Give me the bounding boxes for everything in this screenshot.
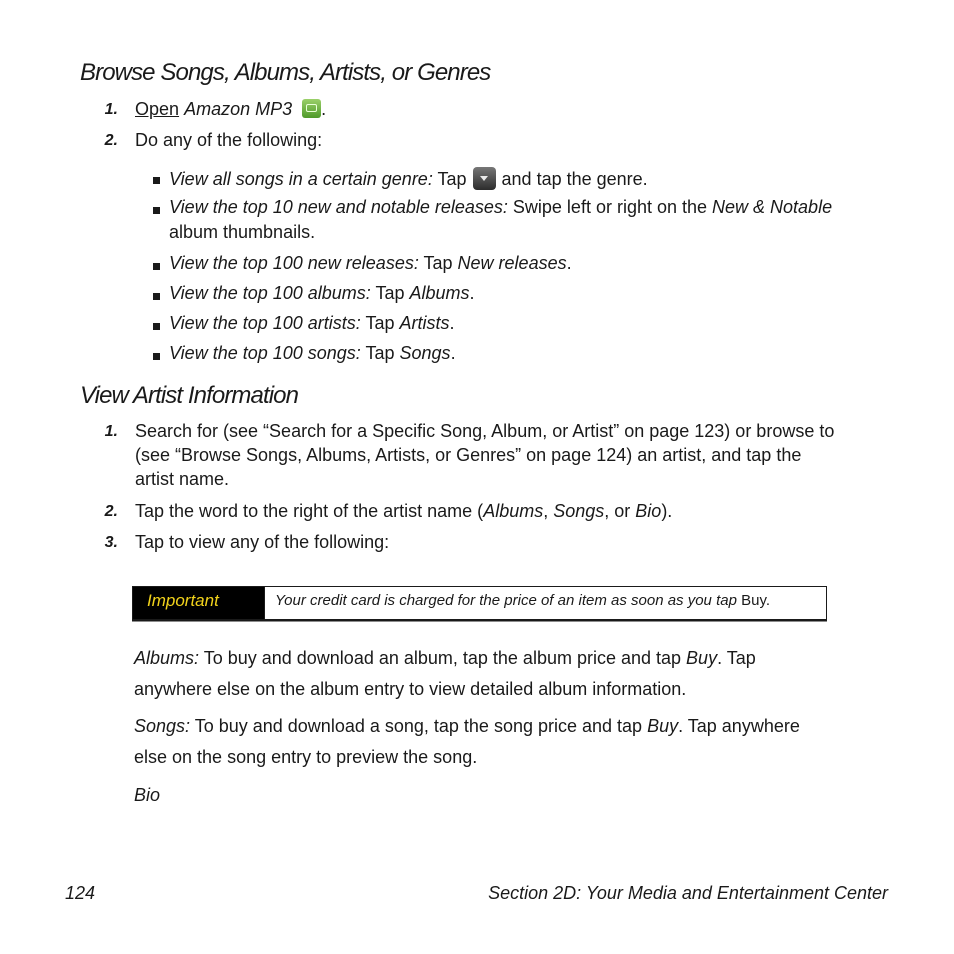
section-heading-artist-info: View Artist Information: [80, 382, 299, 409]
emphasis-songs: Songs: [553, 501, 605, 521]
list-item: [169, 283, 475, 304]
bullet-text: Tap: [360, 313, 400, 333]
bullet-marker: [153, 263, 160, 270]
bullet-text: Swipe left or right on the: [507, 197, 713, 217]
bullet-text: Tap: [360, 343, 400, 363]
genre-dropdown-icon: [473, 167, 496, 190]
bullet-marker: [153, 177, 160, 184]
bio-lead: Bio: [134, 785, 161, 805]
bullet-text: Tap: [370, 283, 410, 303]
bullet-text: Tap: [418, 253, 458, 273]
bullet-lead: View the top 100 new releases:: [169, 253, 419, 273]
list-item: [169, 253, 572, 274]
bullet-lead: View the top 100 songs:: [169, 343, 361, 363]
step-text: [135, 501, 672, 522]
bullet-lead: View the top 100 albums:: [169, 283, 371, 303]
list-item: [169, 313, 455, 334]
section-heading-browse: Browse Songs, Albums, Artists, or Genres: [80, 59, 491, 86]
important-message: Your credit card is charged for the price of an item as soon as you tap: [275, 592, 742, 609]
section-title: Section 2D: Your Media and Entertainment Center: [488, 883, 888, 903]
step-text-line: (see “Browse Songs, Albums, Artists, or Genres” on page 124) an artist, and tap the: [135, 445, 802, 465]
bullet-emphasis: Albums: [409, 283, 470, 303]
important-text: [264, 587, 826, 619]
bullet-emphasis: New & Notable: [712, 197, 833, 217]
bullet-marker: [153, 207, 160, 214]
step-number: 3.: [104, 534, 118, 551]
bullet-marker: [153, 353, 160, 360]
list-item: [169, 197, 832, 218]
text-run: ,: [543, 501, 554, 521]
emphasis-bio: Bio: [635, 501, 662, 521]
emphasis-albums: Albums: [483, 501, 544, 521]
bullet-emphasis: Songs: [399, 343, 451, 363]
buy-term: Buy: [741, 592, 766, 609]
step-number: 1.: [104, 101, 118, 118]
amazon-mp3-icon: [302, 99, 321, 118]
text-run: . Tap anywhere: [678, 716, 800, 736]
step-text-line: Search for (see “Search for a Specific Song, Album, or Artist” on page 123) or browse to: [135, 421, 835, 441]
bullet-text: and tap the genre.: [501, 169, 648, 189]
bullet-lead: View the top 100 artists:: [169, 313, 361, 333]
text-run: Tap the word to the right of the artist name (: [135, 501, 484, 521]
text-run: . Tap: [717, 648, 756, 668]
step-text: Do any of the following:: [135, 130, 323, 150]
bullet-text: Tap: [432, 169, 467, 189]
text-run: To buy and download an album, tap the album price and tap: [199, 648, 687, 668]
albums-description-line2: anywhere else on the album entry to view detailed album information.: [134, 679, 687, 699]
step-text-line: artist name.: [135, 469, 230, 489]
buy-emphasis: Buy: [686, 648, 718, 668]
step-number: 2.: [104, 503, 118, 520]
step-number: 1.: [104, 423, 118, 440]
bullet-marker: [153, 323, 160, 330]
punctuation: .: [765, 592, 770, 609]
app-name: Amazon MP3: [184, 99, 293, 119]
page-number: 124: [65, 883, 96, 903]
songs-description: [134, 716, 800, 737]
bullet-continuation: album thumbnails.: [169, 222, 316, 242]
bullet-lead: View the top 10 new and notable releases:: [169, 197, 508, 217]
text-run: ).: [661, 501, 673, 521]
step-text: Tap to view any of the following:: [135, 532, 390, 552]
songs-lead: Songs:: [134, 716, 191, 736]
important-callout: [132, 586, 827, 620]
buy-emphasis: Buy: [647, 716, 679, 736]
important-label: Important: [133, 587, 264, 619]
step-open-amazon: [135, 99, 326, 120]
bullet-emphasis: Artists: [399, 313, 450, 333]
punctuation: .: [321, 99, 327, 119]
albums-lead: Albums:: [134, 648, 200, 668]
text-run: , or: [604, 501, 636, 521]
punctuation: .: [450, 343, 456, 363]
bullet-lead: View all songs in a certain genre:: [169, 169, 433, 189]
text-run: To buy and download a song, tap the song price and tap: [190, 716, 648, 736]
list-item: [169, 167, 648, 190]
punctuation: .: [449, 313, 455, 333]
songs-description-line2: else on the song entry to preview the song.: [134, 747, 478, 767]
bullet-marker: [153, 293, 160, 300]
step-number: 2.: [104, 132, 118, 149]
open-link[interactable]: Open: [135, 99, 180, 119]
punctuation: .: [566, 253, 572, 273]
punctuation: .: [469, 283, 475, 303]
list-item: [169, 343, 456, 364]
albums-description: [134, 648, 756, 669]
bullet-emphasis: New releases: [457, 253, 567, 273]
